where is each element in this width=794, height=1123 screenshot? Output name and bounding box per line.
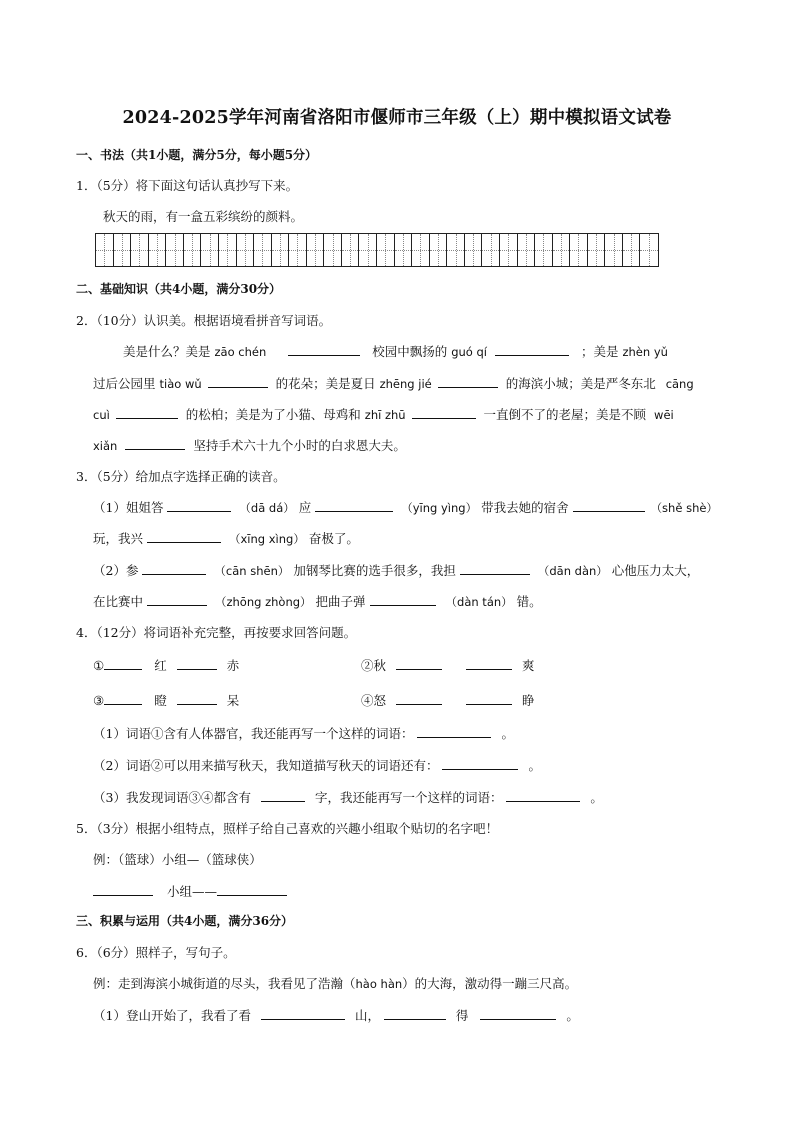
pinyin-zhizhu: zhī zhū [364,408,406,422]
answer-blank[interactable] [417,736,491,738]
section-heading-basics: 二、基础知识（共4小题，满分30分） [76,282,282,296]
answer-blank[interactable] [208,386,268,388]
grid-cell[interactable] [114,234,132,266]
question-1-stem: 1．（5分）将下面这句话认真抄写下来。 [76,178,299,193]
answer-blank[interactable] [460,573,530,575]
answer-blank[interactable] [573,510,645,512]
answer-blank[interactable] [442,768,518,770]
answer-blank[interactable] [167,510,231,512]
page-title: 2024-2025学年河南省洛阳市偃师市三年级（上）期中模拟语文试卷 [122,108,672,128]
grid-cell[interactable] [553,234,571,266]
answer-blank[interactable] [396,703,442,705]
question-4-sub-2: （2）词语②可以用来描写秋天，我知道描写秋天的词语还有： 。 [93,758,541,773]
idiom-3: ③ 瞪 呆 [93,693,240,708]
grid-cell[interactable] [447,234,465,266]
answer-blank[interactable] [412,417,476,419]
pinyin-cang: cāng [665,377,694,391]
question-1-sentence: 秋天的雨，有一盒五彩缤纷的颜料。 [103,209,304,224]
grid-cell[interactable] [465,234,483,266]
question-2-line-1: 美是什么？美是 zāo chén 校园中飘扬的 guó qí ；美是 zhèn yǔ [123,344,668,359]
pinyin-cui: cuì [93,408,110,422]
section-heading-accumulation: 三、积累与运用（共4小题，满分36分） [76,914,294,928]
grid-cell[interactable] [342,234,360,266]
question-3-stem: 3．（5分）给加点字选择正确的读音。 [76,469,286,484]
question-2-line-3: cuì 的松柏；美是为了小猫、母鸡和 zhī zhū 一直倒不了的老屋；美是不顾 wēi [93,407,674,422]
grid-cell[interactable] [640,234,658,266]
answer-blank[interactable] [480,1018,556,1020]
grid-cell[interactable] [518,234,536,266]
pinyin-wei: wēi [654,408,674,422]
grid-cell[interactable] [237,234,255,266]
question-6-sub-1: （1）登山开始了，我看了看 山， 得 。 [93,1008,579,1023]
answer-blank[interactable] [147,604,207,606]
answer-blank[interactable] [147,541,221,543]
answer-blank[interactable] [217,894,287,896]
answer-blank[interactable] [177,703,217,705]
question-2-line-2: 过后公园里 tiào wǔ 的花朵；美是夏日 zhēng jié 的海滨小城；美是严冬东北 cāng [93,376,694,391]
question-3-line-3: （2）参 （cān shēn） 加钢琴比赛的选手很多，我担 （dān dàn） 心他压力太大， [93,563,700,578]
answer-blank[interactable] [104,703,142,705]
grid-cell[interactable] [395,234,413,266]
grid-cell[interactable] [272,234,290,266]
answer-blank[interactable] [466,668,512,670]
grid-cell[interactable] [359,234,377,266]
question-6-stem: 6．（6分）照样子，写句子。 [76,945,236,960]
grid-cell[interactable] [430,234,448,266]
question-5-answer: 小组—— [93,882,287,900]
answer-blank[interactable] [438,386,498,388]
pinyin-guoqi: guó qí [451,345,487,359]
grid-cell[interactable] [219,234,237,266]
grid-cell[interactable] [289,234,307,266]
question-5-stem: 5．（3分）根据小组特点，照样子给自己喜欢的兴趣小组取个贴切的名字吧！ [76,821,499,836]
answer-blank[interactable] [142,573,206,575]
answer-blank[interactable] [370,604,436,606]
writing-grid[interactable] [95,233,659,267]
grid-cell[interactable] [96,234,114,266]
question-4-stem: 4．（12分）将词语补充完整，再按要求回答问题。 [76,625,357,640]
question-2-line-4: xiǎn 坚持手术六十九个小时的白求恩大夫。 [93,438,406,453]
idiom-2: ②秋 爽 [361,658,535,673]
question-4-sub-1: （1）词语①含有人体器官，我还能再写一个这样的词语： 。 [93,726,514,741]
grid-cell[interactable] [588,234,606,266]
question-5-example: 例：（篮球）小组—（篮球侠） [93,852,262,867]
grid-cell[interactable] [500,234,518,266]
question-2-stem: 2．（10分）认识美。根据语境看拼音写词语。 [76,313,332,328]
idiom-4: ④怒 睁 [361,693,535,708]
answer-blank[interactable] [93,894,153,896]
grid-cell[interactable] [412,234,430,266]
grid-cell[interactable] [307,234,325,266]
grid-cell[interactable] [605,234,623,266]
question-4-sub-3: （3）我发现词语③④都含有 字，我还能再写一个这样的词语： 。 [93,790,603,805]
question-6-example: 例：走到海滨小城街道的尽头，我看见了浩瀚（hào hàn）的大海，激动得一蹦三尺高。 [93,976,578,991]
answer-blank[interactable] [177,668,217,670]
pinyin-zaochen: zāo chén [214,345,267,359]
grid-cell[interactable] [377,234,395,266]
grid-cell[interactable] [166,234,184,266]
pinyin-xian: xiǎn [93,439,118,453]
answer-blank[interactable] [125,448,185,450]
grid-cell[interactable] [482,234,500,266]
grid-cell[interactable] [535,234,553,266]
answer-blank[interactable] [384,1018,446,1020]
grid-cell[interactable] [570,234,588,266]
grid-cell[interactable] [254,234,272,266]
answer-blank[interactable] [495,354,569,356]
grid-cell[interactable] [184,234,202,266]
answer-blank[interactable] [261,1018,345,1020]
pinyin-tiaowu: tiào wǔ [159,377,202,391]
grid-cell[interactable] [201,234,219,266]
answer-blank[interactable] [506,800,580,802]
answer-blank[interactable] [288,354,360,356]
idiom-1: ① 红 赤 [93,658,240,673]
question-3-line-2: 玩，我兴 （xīng xìng） 奋极了。 [93,531,359,546]
pinyin-zhengjie: zhēng jié [379,377,432,391]
pinyin-zhenyu: zhèn yǔ [622,345,668,359]
answer-blank[interactable] [104,668,142,670]
question-3-line-1: （1）姐姐答 （dā dá） 应 （yīng yìng） 带我去她的宿舍 （shě shè） [93,500,718,515]
answer-blank[interactable] [466,703,512,705]
grid-cell[interactable] [623,234,641,266]
answer-blank[interactable] [396,668,442,670]
answer-blank[interactable] [315,510,393,512]
section-heading-calligraphy: 一、书法（共1小题，满分5分，每小题5分） [76,148,318,162]
answer-blank[interactable] [116,417,178,419]
grid-cell[interactable] [324,234,342,266]
grid-cell[interactable] [149,234,167,266]
answer-blank[interactable] [261,800,305,802]
grid-cell[interactable] [131,234,149,266]
question-3-line-4: 在比赛中 （zhōng zhòng） 把曲子弹 （dàn tán） 错。 [93,594,542,609]
